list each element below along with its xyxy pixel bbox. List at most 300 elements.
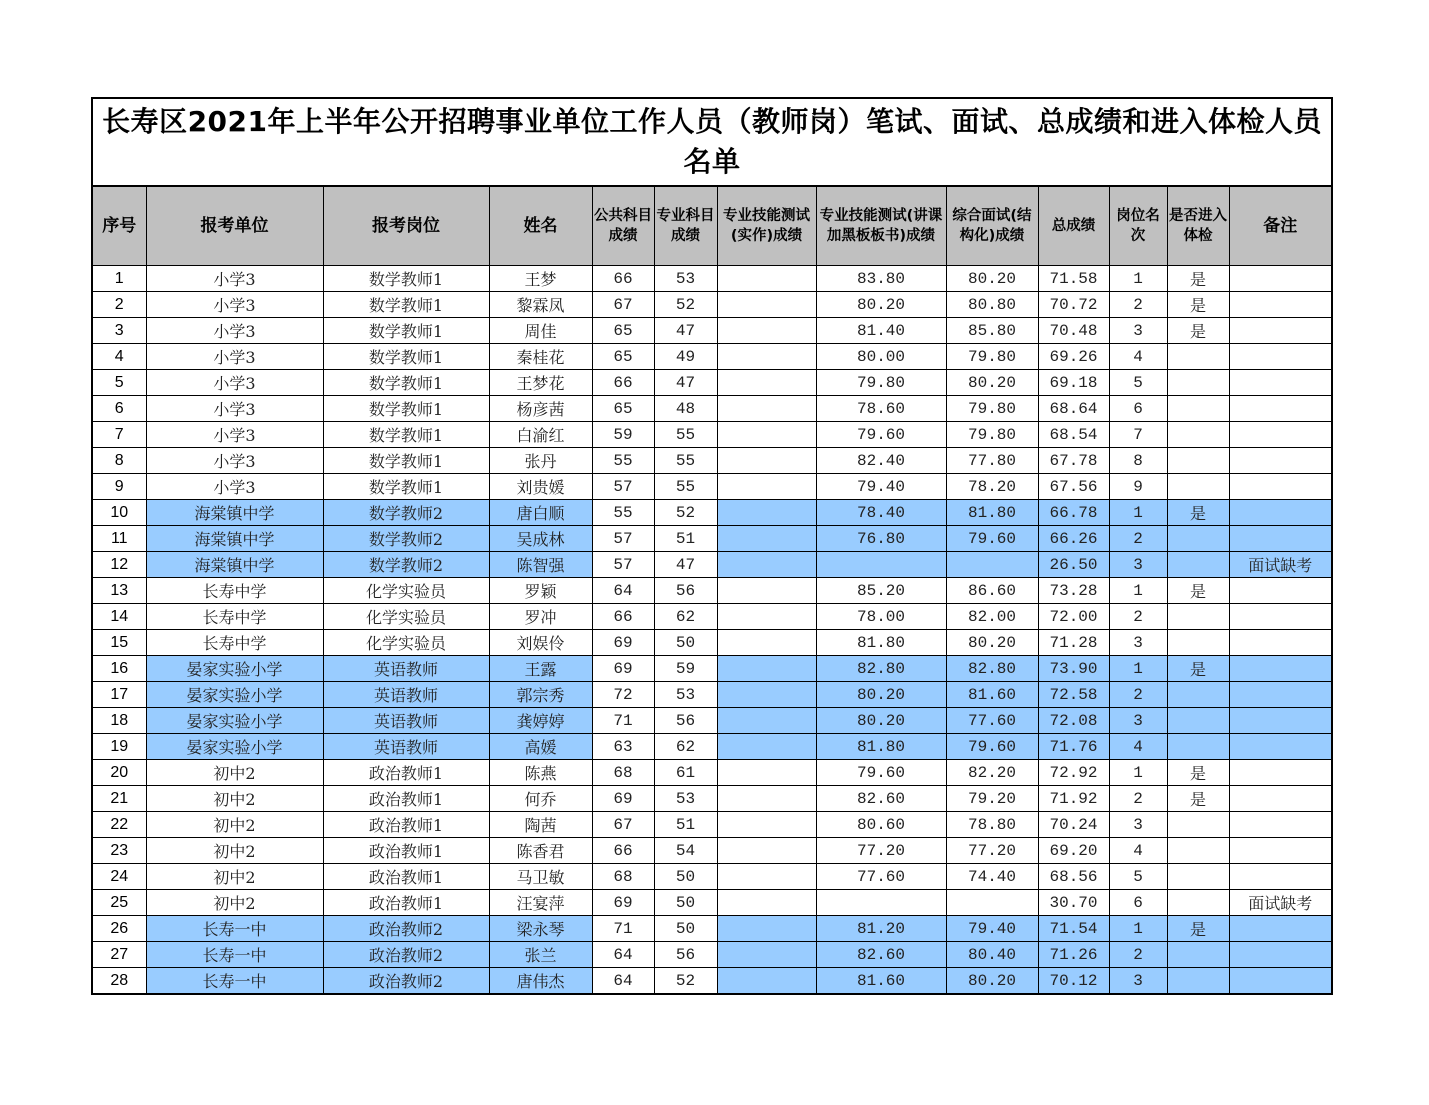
header-name: 姓名 — [489, 186, 592, 266]
header-remark: 备注 — [1229, 186, 1332, 266]
cell-medical-exam — [1167, 370, 1229, 396]
cell-post: 数学教师1 — [323, 422, 489, 448]
table-row — [92, 916, 1332, 942]
cell-medical-exam: 是 — [1167, 318, 1229, 344]
cell-lecture-score: 79.80 — [816, 370, 946, 396]
cell-lecture-score: 82.80 — [816, 656, 946, 682]
table-row — [92, 474, 1332, 500]
results-sheet — [91, 97, 1331, 995]
cell-remark — [1229, 604, 1332, 630]
cell-name: 梁永琴 — [489, 916, 592, 942]
cell-unit: 长寿一中 — [146, 942, 323, 968]
cell-public-score: 66 — [592, 838, 654, 864]
table-row — [92, 864, 1332, 890]
cell-medical-exam: 是 — [1167, 786, 1229, 812]
cell-post: 英语教师 — [323, 656, 489, 682]
cell-public-score: 66 — [592, 604, 654, 630]
cell-practical-score — [717, 734, 816, 760]
cell-post: 化学实验员 — [323, 604, 489, 630]
cell-unit: 海棠镇中学 — [146, 526, 323, 552]
cell-professional-score: 51 — [654, 812, 717, 838]
cell-medical-exam — [1167, 344, 1229, 370]
cell-interview-score: 79.60 — [946, 734, 1038, 760]
cell-interview-score: 79.80 — [946, 422, 1038, 448]
cell-post: 英语教师 — [323, 734, 489, 760]
cell-seq: 21 — [92, 786, 146, 812]
cell-unit: 初中2 — [146, 786, 323, 812]
sheet-title: 长寿区2021年上半年公开招聘事业单位工作人员（教师岗）笔试、面试、总成绩和进入体检人员名单 — [92, 98, 1332, 186]
cell-name: 汪宴萍 — [489, 890, 592, 916]
header-row — [92, 186, 1332, 266]
header-post: 报考岗位 — [323, 186, 489, 266]
cell-practical-score — [717, 812, 816, 838]
cell-public-score: 57 — [592, 526, 654, 552]
cell-medical-exam — [1167, 422, 1229, 448]
cell-interview-score: 79.80 — [946, 396, 1038, 422]
cell-interview-score: 81.80 — [946, 500, 1038, 526]
cell-medical-exam — [1167, 812, 1229, 838]
cell-professional-score: 49 — [654, 344, 717, 370]
table-row — [92, 682, 1332, 708]
cell-medical-exam: 是 — [1167, 266, 1229, 292]
cell-rank: 1 — [1109, 916, 1167, 942]
cell-seq: 3 — [92, 318, 146, 344]
cell-public-score: 69 — [592, 630, 654, 656]
cell-total-score: 71.58 — [1038, 266, 1109, 292]
cell-lecture-score: 83.80 — [816, 266, 946, 292]
cell-unit: 小学3 — [146, 292, 323, 318]
cell-medical-exam — [1167, 448, 1229, 474]
cell-public-score: 65 — [592, 396, 654, 422]
cell-interview-score: 78.20 — [946, 474, 1038, 500]
cell-professional-score: 56 — [654, 578, 717, 604]
cell-professional-score: 50 — [654, 630, 717, 656]
cell-name: 马卫敏 — [489, 864, 592, 890]
cell-seq: 10 — [92, 500, 146, 526]
cell-lecture-score: 82.60 — [816, 786, 946, 812]
cell-professional-score: 47 — [654, 552, 717, 578]
cell-total-score: 70.48 — [1038, 318, 1109, 344]
cell-lecture-score: 79.40 — [816, 474, 946, 500]
cell-practical-score — [717, 708, 816, 734]
cell-lecture-score: 81.80 — [816, 630, 946, 656]
cell-public-score: 69 — [592, 890, 654, 916]
header-rank: 岗位名次 — [1109, 186, 1167, 266]
cell-total-score: 72.08 — [1038, 708, 1109, 734]
cell-remark — [1229, 812, 1332, 838]
cell-interview-score: 78.80 — [946, 812, 1038, 838]
cell-unit: 初中2 — [146, 890, 323, 916]
cell-seq: 15 — [92, 630, 146, 656]
cell-rank: 2 — [1109, 292, 1167, 318]
table-row — [92, 318, 1332, 344]
cell-name: 白渝红 — [489, 422, 592, 448]
cell-professional-score: 52 — [654, 968, 717, 995]
cell-name: 秦桂花 — [489, 344, 592, 370]
cell-seq: 17 — [92, 682, 146, 708]
cell-lecture-score: 81.80 — [816, 734, 946, 760]
cell-interview-score: 80.20 — [946, 630, 1038, 656]
header-practical-score: 专业技能测试(实作)成绩 — [717, 186, 816, 266]
cell-professional-score: 56 — [654, 708, 717, 734]
cell-remark — [1229, 526, 1332, 552]
cell-seq: 18 — [92, 708, 146, 734]
cell-interview-score: 82.80 — [946, 656, 1038, 682]
cell-remark — [1229, 630, 1332, 656]
cell-rank: 8 — [1109, 448, 1167, 474]
cell-seq: 11 — [92, 526, 146, 552]
cell-seq: 20 — [92, 760, 146, 786]
cell-name: 王梦 — [489, 266, 592, 292]
cell-practical-score — [717, 682, 816, 708]
table-row — [92, 422, 1332, 448]
cell-interview-score: 85.80 — [946, 318, 1038, 344]
cell-public-score: 63 — [592, 734, 654, 760]
cell-name: 刘贵媛 — [489, 474, 592, 500]
cell-name: 罗冲 — [489, 604, 592, 630]
cell-interview-score: 74.40 — [946, 864, 1038, 890]
cell-medical-exam — [1167, 890, 1229, 916]
cell-unit: 晏家实验小学 — [146, 708, 323, 734]
cell-total-score: 67.78 — [1038, 448, 1109, 474]
table-row — [92, 630, 1332, 656]
cell-remark — [1229, 968, 1332, 995]
cell-total-score: 73.90 — [1038, 656, 1109, 682]
cell-unit: 小学3 — [146, 344, 323, 370]
cell-remark — [1229, 656, 1332, 682]
cell-practical-score — [717, 474, 816, 500]
cell-name: 何乔 — [489, 786, 592, 812]
table-row — [92, 604, 1332, 630]
cell-public-score: 68 — [592, 760, 654, 786]
cell-medical-exam: 是 — [1167, 760, 1229, 786]
cell-public-score: 71 — [592, 708, 654, 734]
table-row — [92, 786, 1332, 812]
cell-professional-score: 62 — [654, 734, 717, 760]
cell-name: 陈燕 — [489, 760, 592, 786]
cell-medical-exam — [1167, 838, 1229, 864]
cell-interview-score: 80.20 — [946, 968, 1038, 995]
cell-professional-score: 53 — [654, 682, 717, 708]
cell-professional-score: 50 — [654, 864, 717, 890]
cell-total-score: 69.26 — [1038, 344, 1109, 370]
cell-lecture-score — [816, 890, 946, 916]
cell-rank: 3 — [1109, 630, 1167, 656]
cell-unit: 初中2 — [146, 864, 323, 890]
header-seq: 序号 — [92, 186, 146, 266]
cell-practical-score — [717, 656, 816, 682]
cell-name: 黎霖凤 — [489, 292, 592, 318]
cell-interview-score: 79.40 — [946, 916, 1038, 942]
cell-post: 政治教师2 — [323, 968, 489, 995]
cell-medical-exam — [1167, 942, 1229, 968]
cell-name: 吴成林 — [489, 526, 592, 552]
cell-interview-score: 79.60 — [946, 526, 1038, 552]
cell-seq: 12 — [92, 552, 146, 578]
table-row — [92, 708, 1332, 734]
cell-lecture-score: 78.00 — [816, 604, 946, 630]
cell-rank: 2 — [1109, 526, 1167, 552]
cell-professional-score: 50 — [654, 890, 717, 916]
cell-post: 政治教师1 — [323, 812, 489, 838]
cell-practical-score — [717, 760, 816, 786]
cell-professional-score: 61 — [654, 760, 717, 786]
cell-post: 数学教师2 — [323, 500, 489, 526]
cell-remark — [1229, 318, 1332, 344]
cell-rank: 2 — [1109, 682, 1167, 708]
cell-total-score: 67.56 — [1038, 474, 1109, 500]
cell-practical-score — [717, 370, 816, 396]
cell-lecture-score: 85.20 — [816, 578, 946, 604]
cell-public-score: 65 — [592, 344, 654, 370]
cell-post: 政治教师1 — [323, 864, 489, 890]
table-row — [92, 292, 1332, 318]
cell-public-score: 67 — [592, 812, 654, 838]
cell-medical-exam — [1167, 968, 1229, 995]
cell-professional-score: 51 — [654, 526, 717, 552]
cell-total-score: 71.92 — [1038, 786, 1109, 812]
cell-lecture-score: 81.60 — [816, 968, 946, 995]
cell-medical-exam: 是 — [1167, 656, 1229, 682]
header-medical-exam: 是否进入体检 — [1167, 186, 1229, 266]
cell-remark — [1229, 708, 1332, 734]
cell-remark — [1229, 838, 1332, 864]
cell-interview-score: 82.20 — [946, 760, 1038, 786]
cell-public-score: 69 — [592, 656, 654, 682]
cell-lecture-score: 76.80 — [816, 526, 946, 552]
cell-unit: 晏家实验小学 — [146, 734, 323, 760]
cell-seq: 5 — [92, 370, 146, 396]
cell-post: 化学实验员 — [323, 578, 489, 604]
cell-total-score: 71.26 — [1038, 942, 1109, 968]
cell-seq: 24 — [92, 864, 146, 890]
cell-practical-score — [717, 396, 816, 422]
cell-medical-exam — [1167, 396, 1229, 422]
cell-unit: 小学3 — [146, 422, 323, 448]
cell-seq: 4 — [92, 344, 146, 370]
cell-medical-exam — [1167, 526, 1229, 552]
cell-professional-score: 47 — [654, 318, 717, 344]
cell-professional-score: 62 — [654, 604, 717, 630]
cell-medical-exam — [1167, 734, 1229, 760]
cell-public-score: 64 — [592, 942, 654, 968]
cell-medical-exam — [1167, 708, 1229, 734]
cell-total-score: 70.72 — [1038, 292, 1109, 318]
cell-interview-score — [946, 552, 1038, 578]
cell-remark — [1229, 916, 1332, 942]
cell-seq: 13 — [92, 578, 146, 604]
cell-seq: 14 — [92, 604, 146, 630]
cell-name: 张兰 — [489, 942, 592, 968]
cell-professional-score: 50 — [654, 916, 717, 942]
cell-interview-score: 79.80 — [946, 344, 1038, 370]
cell-interview-score: 80.40 — [946, 942, 1038, 968]
cell-public-score: 71 — [592, 916, 654, 942]
cell-professional-score: 48 — [654, 396, 717, 422]
cell-rank: 3 — [1109, 968, 1167, 995]
cell-remark — [1229, 760, 1332, 786]
cell-interview-score: 81.60 — [946, 682, 1038, 708]
cell-rank: 1 — [1109, 500, 1167, 526]
cell-total-score: 72.00 — [1038, 604, 1109, 630]
cell-lecture-score: 80.20 — [816, 292, 946, 318]
cell-total-score: 68.56 — [1038, 864, 1109, 890]
cell-unit: 长寿中学 — [146, 578, 323, 604]
cell-rank: 1 — [1109, 578, 1167, 604]
cell-name: 王露 — [489, 656, 592, 682]
cell-interview-score: 82.00 — [946, 604, 1038, 630]
cell-remark — [1229, 786, 1332, 812]
cell-remark — [1229, 266, 1332, 292]
cell-unit: 海棠镇中学 — [146, 500, 323, 526]
table-row — [92, 578, 1332, 604]
cell-lecture-score: 80.20 — [816, 708, 946, 734]
cell-total-score: 72.58 — [1038, 682, 1109, 708]
cell-post: 政治教师1 — [323, 760, 489, 786]
header-lecture-score: 专业技能测试(讲课加黑板板书)成绩 — [816, 186, 946, 266]
cell-unit: 初中2 — [146, 838, 323, 864]
table-row — [92, 812, 1332, 838]
cell-lecture-score: 78.60 — [816, 396, 946, 422]
cell-unit: 初中2 — [146, 760, 323, 786]
cell-total-score: 68.54 — [1038, 422, 1109, 448]
cell-unit: 长寿中学 — [146, 630, 323, 656]
cell-name: 王梦花 — [489, 370, 592, 396]
cell-seq: 9 — [92, 474, 146, 500]
cell-seq: 25 — [92, 890, 146, 916]
cell-seq: 26 — [92, 916, 146, 942]
cell-rank: 2 — [1109, 604, 1167, 630]
cell-professional-score: 53 — [654, 786, 717, 812]
cell-public-score: 66 — [592, 266, 654, 292]
cell-rank: 4 — [1109, 734, 1167, 760]
cell-practical-score — [717, 864, 816, 890]
table-row — [92, 526, 1332, 552]
cell-seq: 1 — [92, 266, 146, 292]
table-row — [92, 968, 1332, 995]
cell-rank: 3 — [1109, 552, 1167, 578]
cell-medical-exam — [1167, 630, 1229, 656]
cell-total-score: 71.76 — [1038, 734, 1109, 760]
cell-interview-score — [946, 890, 1038, 916]
cell-unit: 小学3 — [146, 266, 323, 292]
cell-lecture-score — [816, 552, 946, 578]
cell-name: 陈香君 — [489, 838, 592, 864]
table-row — [92, 266, 1332, 292]
cell-rank: 1 — [1109, 760, 1167, 786]
cell-total-score: 68.64 — [1038, 396, 1109, 422]
header-professional-score: 专业科目成绩 — [654, 186, 717, 266]
cell-post: 政治教师2 — [323, 942, 489, 968]
cell-practical-score — [717, 916, 816, 942]
cell-public-score: 55 — [592, 500, 654, 526]
cell-post: 数学教师1 — [323, 318, 489, 344]
cell-practical-score — [717, 448, 816, 474]
cell-medical-exam: 是 — [1167, 578, 1229, 604]
cell-professional-score: 52 — [654, 500, 717, 526]
cell-medical-exam: 是 — [1167, 292, 1229, 318]
cell-lecture-score: 81.40 — [816, 318, 946, 344]
cell-public-score: 69 — [592, 786, 654, 812]
header-interview-score: 综合面试(结构化)成绩 — [946, 186, 1038, 266]
cell-remark — [1229, 344, 1332, 370]
cell-professional-score: 55 — [654, 448, 717, 474]
cell-professional-score: 52 — [654, 292, 717, 318]
cell-post: 英语教师 — [323, 682, 489, 708]
table-row — [92, 396, 1332, 422]
cell-public-score: 65 — [592, 318, 654, 344]
cell-post: 数学教师2 — [323, 552, 489, 578]
cell-rank: 5 — [1109, 370, 1167, 396]
cell-seq: 28 — [92, 968, 146, 995]
cell-lecture-score: 79.60 — [816, 422, 946, 448]
cell-unit: 小学3 — [146, 370, 323, 396]
cell-post: 数学教师1 — [323, 292, 489, 318]
cell-remark: 面试缺考 — [1229, 890, 1332, 916]
cell-medical-exam — [1167, 474, 1229, 500]
cell-medical-exam — [1167, 552, 1229, 578]
cell-practical-score — [717, 942, 816, 968]
cell-practical-score — [717, 578, 816, 604]
cell-total-score: 71.54 — [1038, 916, 1109, 942]
cell-seq: 23 — [92, 838, 146, 864]
cell-unit: 小学3 — [146, 318, 323, 344]
cell-remark — [1229, 682, 1332, 708]
table-row — [92, 838, 1332, 864]
cell-practical-score — [717, 604, 816, 630]
cell-total-score: 72.92 — [1038, 760, 1109, 786]
cell-interview-score: 79.20 — [946, 786, 1038, 812]
cell-name: 陈智强 — [489, 552, 592, 578]
cell-remark — [1229, 734, 1332, 760]
cell-practical-score — [717, 630, 816, 656]
cell-practical-score — [717, 968, 816, 995]
cell-unit: 小学3 — [146, 474, 323, 500]
cell-unit: 初中2 — [146, 812, 323, 838]
cell-lecture-score: 81.20 — [816, 916, 946, 942]
cell-name: 龚婷婷 — [489, 708, 592, 734]
cell-name: 周佳 — [489, 318, 592, 344]
cell-name: 唐白顺 — [489, 500, 592, 526]
cell-seq: 27 — [92, 942, 146, 968]
cell-total-score: 26.50 — [1038, 552, 1109, 578]
cell-professional-score: 55 — [654, 422, 717, 448]
cell-unit: 小学3 — [146, 396, 323, 422]
cell-practical-score — [717, 344, 816, 370]
cell-unit: 长寿中学 — [146, 604, 323, 630]
cell-remark — [1229, 942, 1332, 968]
cell-remark — [1229, 448, 1332, 474]
cell-professional-score: 54 — [654, 838, 717, 864]
cell-public-score: 57 — [592, 474, 654, 500]
cell-interview-score: 80.20 — [946, 370, 1038, 396]
cell-interview-score: 77.80 — [946, 448, 1038, 474]
cell-lecture-score: 80.00 — [816, 344, 946, 370]
table-row — [92, 942, 1332, 968]
header-total-score: 总成绩 — [1038, 186, 1109, 266]
cell-total-score: 69.18 — [1038, 370, 1109, 396]
cell-practical-score — [717, 318, 816, 344]
cell-rank: 5 — [1109, 864, 1167, 890]
cell-name: 杨彦茜 — [489, 396, 592, 422]
cell-post: 政治教师1 — [323, 890, 489, 916]
cell-post: 数学教师1 — [323, 344, 489, 370]
cell-rank: 3 — [1109, 318, 1167, 344]
cell-post: 数学教师1 — [323, 266, 489, 292]
cell-medical-exam: 是 — [1167, 916, 1229, 942]
cell-post: 化学实验员 — [323, 630, 489, 656]
cell-post: 英语教师 — [323, 708, 489, 734]
